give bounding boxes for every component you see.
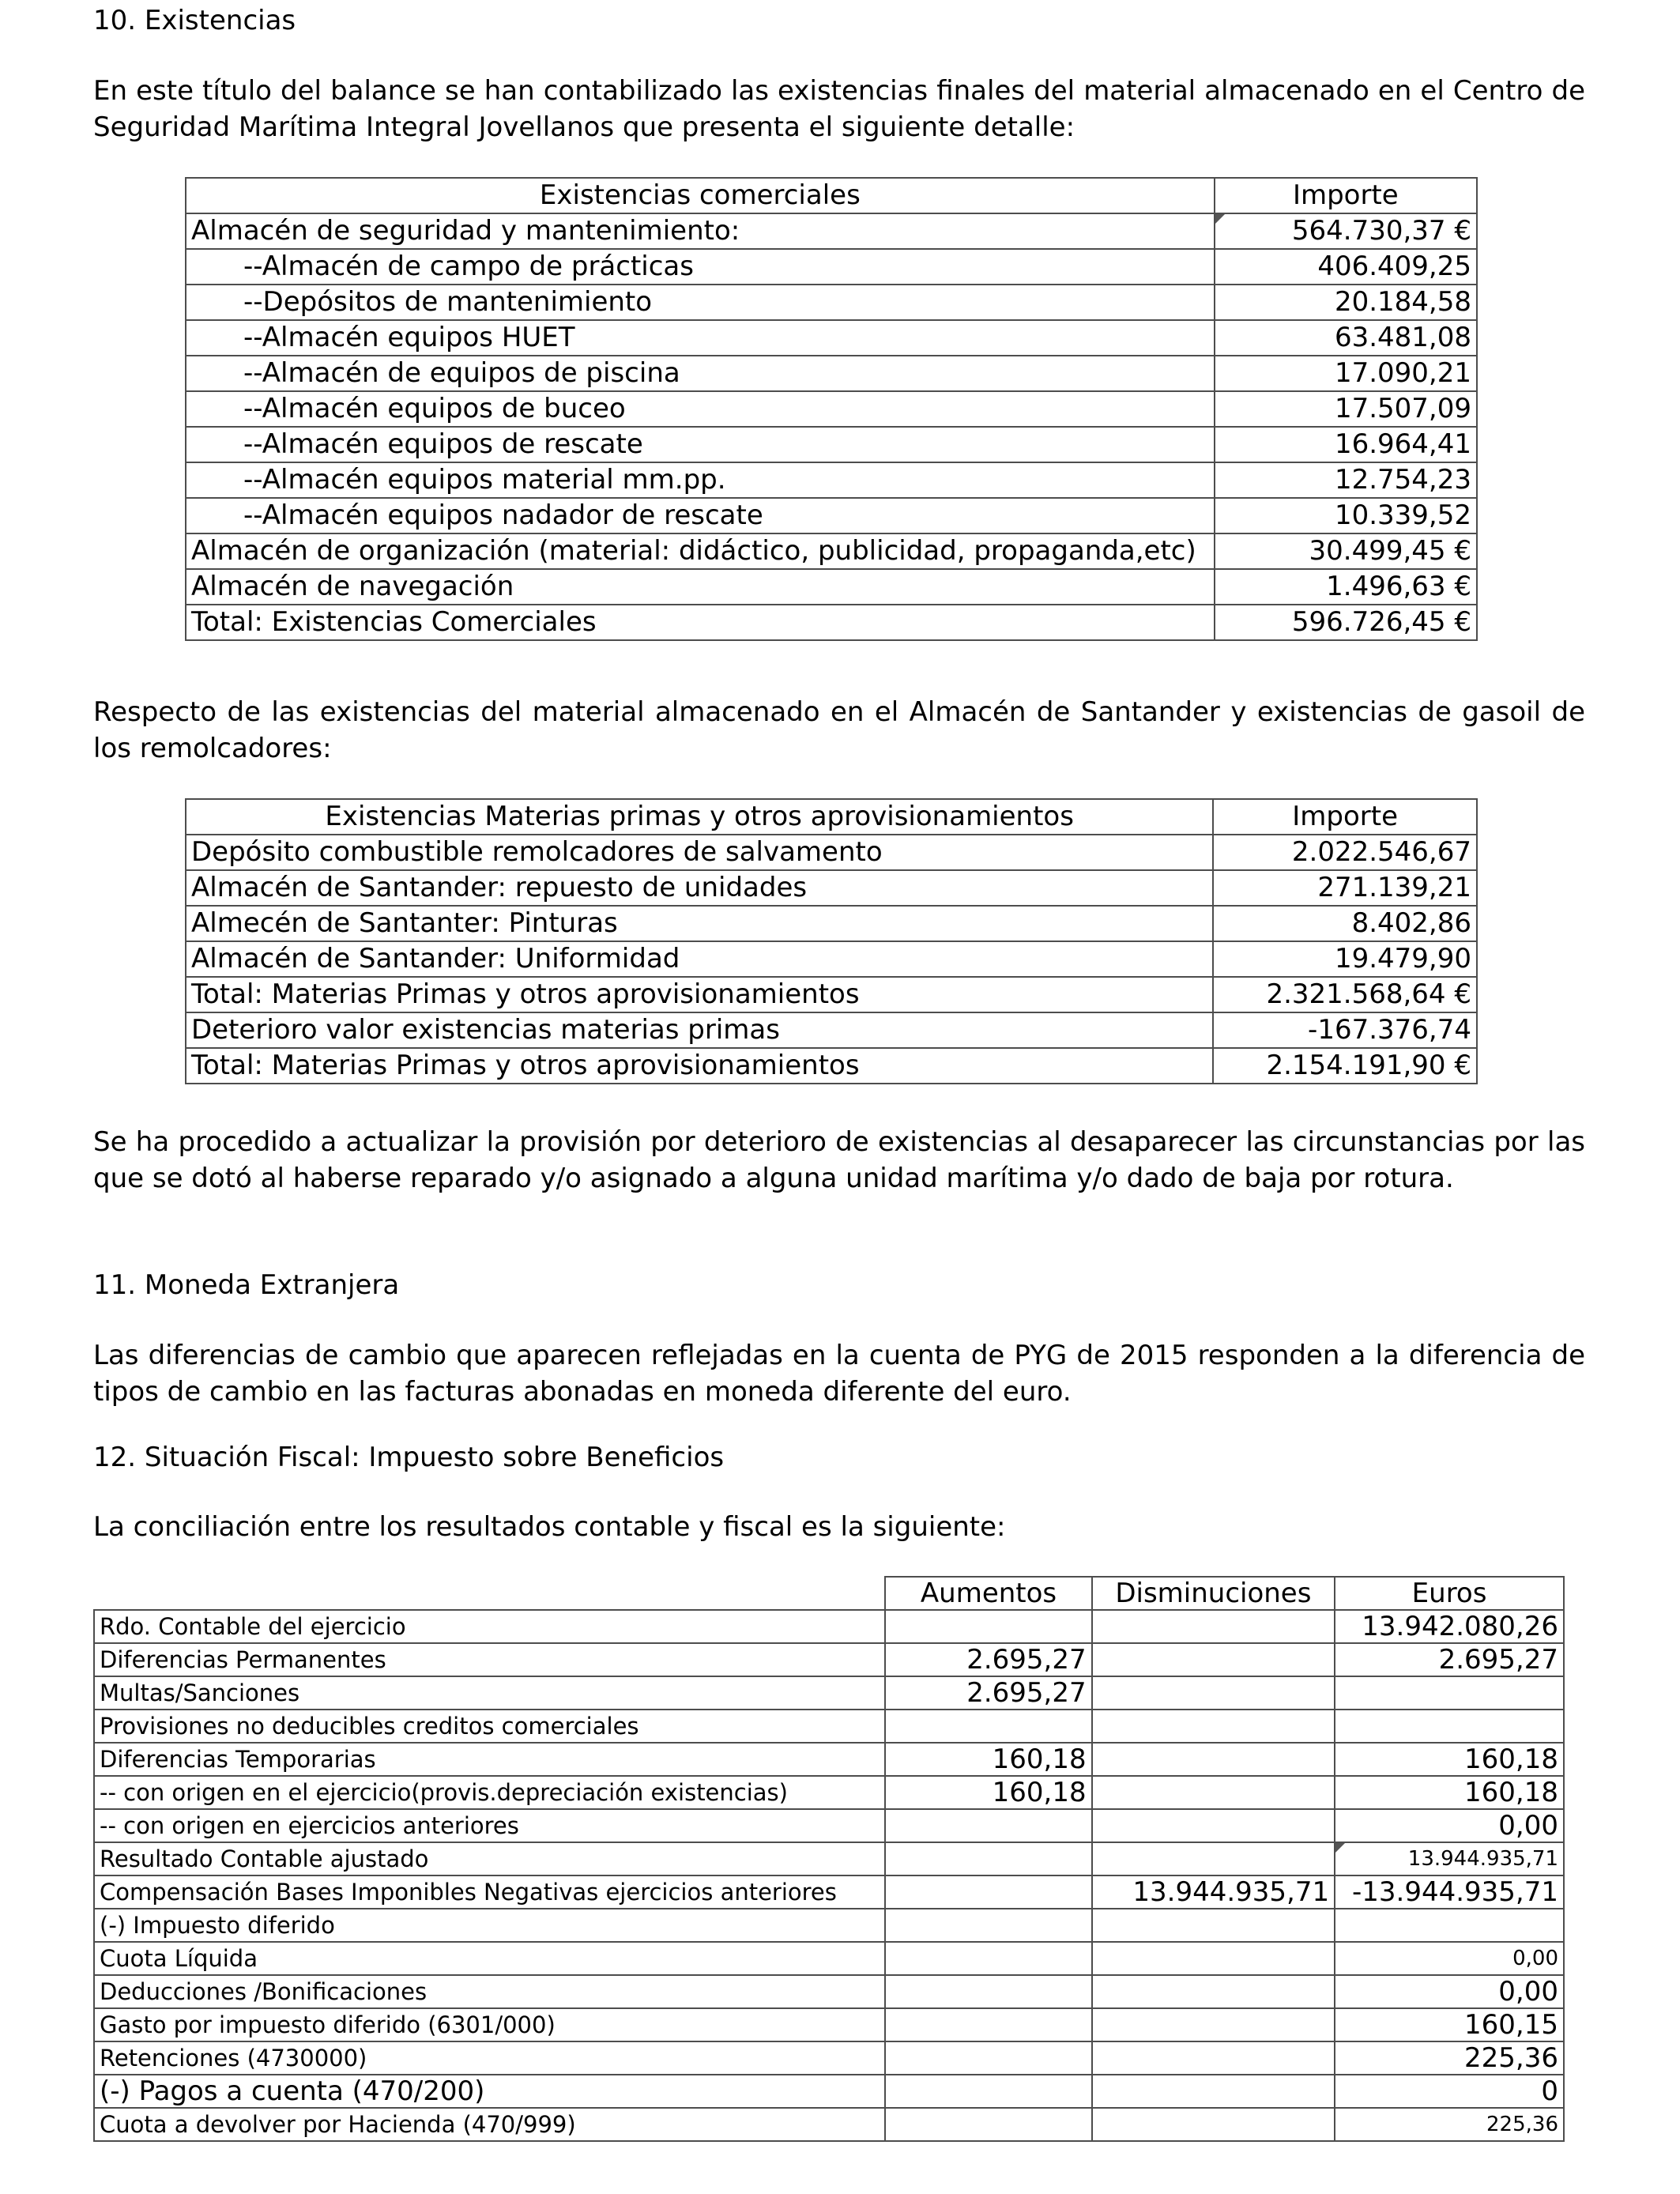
table-cell-label: --Depósitos de mantenimiento xyxy=(186,285,1215,320)
table-cell-aumentos xyxy=(885,1942,1091,1975)
existencias-comerciales-table xyxy=(185,177,1478,641)
table-cell-label: Almacén de organización (material: didáctico, publicidad, propaganda,etc) xyxy=(186,533,1215,569)
table-cell-disminuciones xyxy=(1092,1842,1335,1875)
table-row xyxy=(186,1012,1477,1048)
table-cell-label: Multas/Sanciones xyxy=(94,1676,885,1710)
table-cell-label: Total: Existencias Comerciales xyxy=(186,605,1215,640)
table-total-row xyxy=(186,1048,1477,1084)
table-cell-label: --Almacén equipos de buceo xyxy=(186,391,1215,427)
table-header-row xyxy=(186,799,1477,835)
table-row xyxy=(94,1743,1564,1776)
table-cell-value: 406.409,25 xyxy=(1215,249,1477,285)
table-row xyxy=(94,2108,1564,2141)
table-cell-label: Deducciones /Bonificaciones xyxy=(94,1975,885,2008)
section-10-heading: 10. Existencias xyxy=(93,5,296,36)
table-cell-aumentos xyxy=(885,1975,1091,2008)
table-cell-label: Cuota a devolver por Hacienda (470/999) xyxy=(94,2108,885,2141)
section-10-intro: En este título del balance se han contabilizado las existencias finales del material almacenado en el Centro de Seguridad Marítima Integral Jovellanos que presenta el siguiente detalle: xyxy=(93,75,1585,143)
table-header-cell: Existencias comerciales xyxy=(186,178,1215,213)
table-cell-euros xyxy=(1335,1909,1564,1942)
table-cell-aumentos xyxy=(885,2041,1091,2075)
table-cell-value: 2.154.191,90 € xyxy=(1213,1048,1477,1084)
table-cell-value: 30.499,45 € xyxy=(1215,533,1477,569)
section-12-heading: 12. Situación Fiscal: Impuesto sobre Beneficios xyxy=(93,1442,725,1473)
table-header-cell: Importe xyxy=(1215,178,1477,213)
section-11-heading: 11. Moneda Extranjera xyxy=(93,1269,400,1301)
table-cell-disminuciones xyxy=(1092,1909,1335,1942)
materias-primas-table xyxy=(185,798,1478,1084)
table-cell-label: --Almacén de equipos de piscina xyxy=(186,356,1215,391)
table-cell-disminuciones xyxy=(1092,2008,1335,2041)
table-cell-label: Provisiones no deducibles creditos comerciales xyxy=(94,1710,885,1743)
table-cell-aumentos xyxy=(885,1610,1091,1643)
table-cell-label: --Almacén de campo de prácticas xyxy=(186,249,1215,285)
table-header-cell: Aumentos xyxy=(885,1577,1091,1610)
table-row xyxy=(94,1875,1564,1909)
table-row xyxy=(186,462,1477,498)
table-cell-aumentos xyxy=(885,1842,1091,1875)
table-cell-disminuciones xyxy=(1092,1942,1335,1975)
table-row xyxy=(94,1842,1564,1875)
table-row xyxy=(94,1776,1564,1809)
table-row xyxy=(94,1975,1564,2008)
table-cell-value: 19.479,90 xyxy=(1213,941,1477,977)
table-cell-aumentos xyxy=(885,1710,1091,1743)
table-cell-disminuciones: 13.944.935,71 xyxy=(1092,1875,1335,1909)
table-row xyxy=(94,2041,1564,2075)
table-header-cell: Disminuciones xyxy=(1092,1577,1335,1610)
table-cell-disminuciones xyxy=(1092,1676,1335,1710)
table-row xyxy=(186,870,1477,906)
table-header-cell: Importe xyxy=(1213,799,1477,835)
table-cell-euros: 225,36 xyxy=(1335,2108,1564,2141)
table-cell-value: 8.402,86 xyxy=(1213,906,1477,941)
table-cell-euros: 13.942.080,26 xyxy=(1335,1610,1564,1643)
table-cell-disminuciones xyxy=(1092,1710,1335,1743)
table-cell-disminuciones xyxy=(1092,1743,1335,1776)
table-cell-label: Almacén de navegación xyxy=(186,569,1215,605)
table-row xyxy=(186,941,1477,977)
table-cell-aumentos xyxy=(885,1909,1091,1942)
table-cell-label: Gasto por impuesto diferido (6301/000) xyxy=(94,2008,885,2041)
table-row xyxy=(186,498,1477,533)
table-cell-euros: 0,00 xyxy=(1335,1975,1564,2008)
table-cell-disminuciones xyxy=(1092,2041,1335,2075)
table-cell-value: 2.022.546,67 xyxy=(1213,835,1477,870)
table-row xyxy=(94,1809,1564,1842)
table-cell-label: Retenciones (4730000) xyxy=(94,2041,885,2075)
table-row xyxy=(186,569,1477,605)
table-cell-value: 10.339,52 xyxy=(1215,498,1477,533)
table-cell-label: (-) Pagos a cuenta (470/200) xyxy=(94,2075,885,2108)
table-cell-disminuciones xyxy=(1092,1643,1335,1676)
table-row xyxy=(94,1942,1564,1975)
table-cell-aumentos xyxy=(885,2075,1091,2108)
table-cell-euros: 0,00 xyxy=(1335,1942,1564,1975)
section-11-text: Las diferencias de cambio que aparecen reflejadas en la cuenta de PYG de 2015 responden a la diferencia de tipos de cambio en las facturas abonadas en moneda diferente del euro. xyxy=(93,1340,1585,1408)
table-cell-label: Almacén de seguridad y mantenimiento: xyxy=(186,213,1215,249)
table-cell-value: 271.139,21 xyxy=(1213,870,1477,906)
table-row xyxy=(94,1676,1564,1710)
table-row xyxy=(186,391,1477,427)
table-cell-label: Rdo. Contable del ejercicio xyxy=(94,1610,885,1643)
table-cell-aumentos xyxy=(885,1809,1091,1842)
table-row xyxy=(186,285,1477,320)
table-cell-euros: 0 xyxy=(1335,2075,1564,2108)
table-cell-euros: 160,18 xyxy=(1335,1776,1564,1809)
table-cell-disminuciones xyxy=(1092,2108,1335,2141)
table-cell-label: --Almacén equipos material mm.pp. xyxy=(186,462,1215,498)
table-cell-euros xyxy=(1335,1676,1564,1710)
table-cell-disminuciones xyxy=(1092,2075,1335,2108)
table-cell-label: Depósito combustible remolcadores de salvamento xyxy=(186,835,1213,870)
table-header-blank xyxy=(94,1577,885,1610)
table-cell-value: 564.730,37 € xyxy=(1215,213,1477,249)
table-row xyxy=(94,1610,1564,1643)
table-header-cell: Euros xyxy=(1335,1577,1564,1610)
table-cell-aumentos: 2.695,27 xyxy=(885,1643,1091,1676)
section-10-intro2: Respecto de las existencias del material almacenado en el Almacén de Santander y existencias de gasoil de los remolcadores: xyxy=(93,696,1585,764)
table-cell-label: Total: Materias Primas y otros aprovisionamientos xyxy=(186,977,1213,1012)
conciliacion-fiscal-table xyxy=(93,1576,1565,2142)
table-row xyxy=(94,2075,1564,2108)
table-row xyxy=(94,1710,1564,1743)
table-row xyxy=(186,427,1477,462)
table-row xyxy=(186,356,1477,391)
table-row xyxy=(186,533,1477,569)
table-cell-label: --Almacén equipos HUET xyxy=(186,320,1215,356)
table-header-row xyxy=(94,1577,1564,1610)
section-10-closing: Se ha procedido a actualizar la provisión por deterioro de existencias al desaparecer las circunstancias por las que se dotó al haberse reparado y/o asignado a alguna unidad marítima y/o dado de baja por rotura. xyxy=(93,1126,1585,1194)
table-cell-label: -- con origen en ejercicios anteriores xyxy=(94,1809,885,1842)
table-cell-value: 20.184,58 xyxy=(1215,285,1477,320)
table-row xyxy=(186,977,1477,1012)
table-row xyxy=(94,1909,1564,1942)
table-cell-label: Resultado Contable ajustado xyxy=(94,1842,885,1875)
table-header-row xyxy=(186,178,1477,213)
table-cell-aumentos: 160,18 xyxy=(885,1776,1091,1809)
table-cell-aumentos xyxy=(885,1875,1091,1909)
table-cell-value: 1.496,63 € xyxy=(1215,569,1477,605)
table-cell-aumentos: 2.695,27 xyxy=(885,1676,1091,1710)
table-cell-label: Diferencias Permanentes xyxy=(94,1643,885,1676)
table-cell-value: -167.376,74 xyxy=(1213,1012,1477,1048)
table-cell-disminuciones xyxy=(1092,1975,1335,2008)
table-cell-label: -- con origen en el ejercicio(provis.depreciación existencias) xyxy=(94,1776,885,1809)
table-cell-label: Cuota Líquida xyxy=(94,1942,885,1975)
table-cell-value: 17.090,21 xyxy=(1215,356,1477,391)
table-row xyxy=(94,1643,1564,1676)
table-cell-euros: 160,15 xyxy=(1335,2008,1564,2041)
table-row xyxy=(186,249,1477,285)
table-cell-value: 63.481,08 xyxy=(1215,320,1477,356)
table-cell-label: --Almacén equipos de rescate xyxy=(186,427,1215,462)
table-cell-label: Almacén de Santander: repuesto de unidades xyxy=(186,870,1213,906)
table-cell-value: 2.321.568,64 € xyxy=(1213,977,1477,1012)
table-cell-euros: 2.695,27 xyxy=(1335,1643,1564,1676)
table-row xyxy=(186,213,1477,249)
table-total-row xyxy=(186,605,1477,640)
table-row xyxy=(186,320,1477,356)
table-cell-euros: 0,00 xyxy=(1335,1809,1564,1842)
table-cell-euros: 160,18 xyxy=(1335,1743,1564,1776)
table-cell-label: Diferencias Temporarias xyxy=(94,1743,885,1776)
table-cell-value: 596.726,45 € xyxy=(1215,605,1477,640)
table-cell-value: 17.507,09 xyxy=(1215,391,1477,427)
table-header-cell: Existencias Materias primas y otros aprovisionamientos xyxy=(186,799,1213,835)
table-cell-aumentos xyxy=(885,2008,1091,2041)
table-cell-euros xyxy=(1335,1710,1564,1743)
table-cell-label: Almacén de Santander: Uniformidad xyxy=(186,941,1213,977)
table-cell-euros: -13.944.935,71 xyxy=(1335,1875,1564,1909)
table-cell-euros: 225,36 xyxy=(1335,2041,1564,2075)
table-cell-disminuciones xyxy=(1092,1809,1335,1842)
table-row xyxy=(186,835,1477,870)
table-cell-aumentos xyxy=(885,2108,1091,2141)
table-cell-aumentos: 160,18 xyxy=(885,1743,1091,1776)
section-12-intro: La conciliación entre los resultados contable y fiscal es la siguiente: xyxy=(93,1511,1006,1543)
table-cell-value: 12.754,23 xyxy=(1215,462,1477,498)
table-cell-euros: 13.944.935,71 xyxy=(1335,1842,1564,1875)
table-cell-disminuciones xyxy=(1092,1776,1335,1809)
table-cell-label: Deterioro valor existencias materias primas xyxy=(186,1012,1213,1048)
table-row xyxy=(94,2008,1564,2041)
table-cell-label: Almecén de Santanter: Pinturas xyxy=(186,906,1213,941)
table-cell-label: (-) Impuesto diferido xyxy=(94,1909,885,1942)
table-cell-disminuciones xyxy=(1092,1610,1335,1643)
table-cell-label: --Almacén equipos nadador de rescate xyxy=(186,498,1215,533)
table-cell-label: Compensación Bases Imponibles Negativas ejercicios anteriores xyxy=(94,1875,885,1909)
table-cell-value: 16.964,41 xyxy=(1215,427,1477,462)
table-row xyxy=(186,906,1477,941)
table-cell-label: Total: Materias Primas y otros aprovisionamientos xyxy=(186,1048,1213,1084)
